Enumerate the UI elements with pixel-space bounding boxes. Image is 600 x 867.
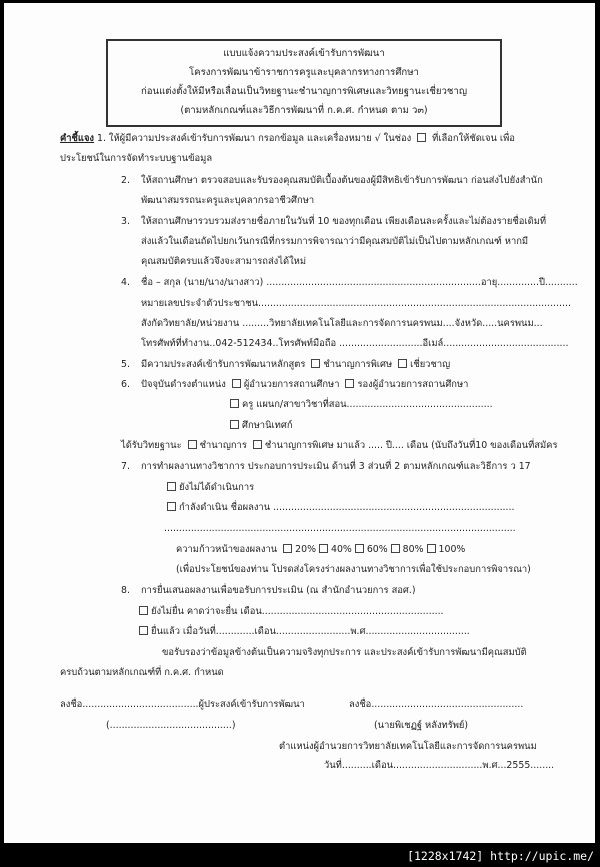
instruction-item-1-cont: ประโยชน์ในการจัดทำระบบฐานข้อมูล [60,153,213,164]
section-8: 8. การยื่นเสนอผลงานเพื่อขอรับการประเมิน (ณ สำนักอำนวยการ สอศ.) [121,585,416,596]
instruction-item-2: 2. ให้สถานศึกษา ตรวจสอบและรับรองคุณสมบัติเบื้องต้นของผู้มีสิทธิเข้ารับการพัฒนา ก่อนส่งไปยังสำนัก [121,175,543,186]
checkbox-course-expert[interactable] [398,359,407,368]
contact-field[interactable]: โทรศัพท์ที่ทำงาน..042-512434..โทรศัพท์มือถือ ............................อีเมล์.......................................... [141,338,569,349]
section-7-note: (เพื่อประโยชน์ของท่าน โปรดส่งโครงร่างผลงานทางวิชาการเพื่อใช้ประกอบการพิจารณา) [176,564,531,575]
section-7-in-progress [164,501,514,515]
checkbox-course-senior-professional[interactable] [311,359,320,368]
checkbox-progress-80[interactable] [391,544,400,553]
checkbox-work-in-progress[interactable] [167,502,176,511]
checkbox-position-deputy-director[interactable] [345,379,354,388]
section-6-teacher: ครู แผนก/สาขาวิชาที่สอน................................................. [227,398,493,412]
checkbox-rank-senior-professional[interactable] [253,440,262,449]
instruction-item-3: 3. ให้สถานศึกษารวบรวมส่งรายชื่อภายในวันที่ 10 ของทุกเดือน เพียงเดือนละครั้งและไม่ต้องรายชื่อเดิมที่ [121,216,547,227]
instruction-item-2-cont: พัฒนาสมรรถนะครูและบุคลากรอาชีวศึกษา [141,195,315,206]
checkbox-progress-100[interactable] [427,544,436,553]
applicant-name-field[interactable]: (.........................................) [106,720,236,731]
example-checkbox [417,133,426,142]
checkbox-position-supervisor[interactable] [230,420,239,429]
director-date-field[interactable]: วันที่..........เดือน..............................พ.ศ...2555........ [324,760,555,771]
section-7-not-started: ยังไม่ได้ดำเนินการ [164,481,254,495]
national-id-field[interactable]: หมายเลขประจำตัวประชาชน......................................................................................................... [141,298,571,309]
section-6-rank: ได้รับวิทยฐานะ ชำนาญการ ชำนาญการพิเศษ มาแล้ว ..... ปี.... เดือน (นับถึงวันที่10 ของเดือนที่สมัคร [121,440,558,451]
director-title: ตำแหน่งผู้อำนวยการวิทยาลัยเทคโนโลยีและการจัดการนครพนม [279,741,537,752]
director-name: (นายพิเชฏฐ์ หลังทรัพย์) [374,720,469,731]
expected-month-field[interactable]: ยังไม่ยื่น คาดว่าจะยื่น เดือน............................................................. [151,606,444,617]
section-6: 6. ปัจจุบันดำรงตำแหน่ง ผู้อำนวยการสถานศึกษา รองผู้อำนวยการสถานศึกษา [121,379,469,390]
section-7-progress: ความก้าวหน้าของผลงาน 20% 40% 60% 80% 100% [176,544,466,555]
section-7: 7. การทำผลงานทางวิชาการ ประกอบการประเมิน ด้านที่ 3 ส่วนที่ 2 ตามหลักเกณฑ์และวิธีการ ว 17 [121,461,531,472]
checkbox-progress-40[interactable] [319,544,328,553]
form-title-box [106,39,502,127]
name-age-field[interactable]: ชื่อ – สกุล (นาย/นาง/นางสาว) ........................................................................อายุ..............ปี........... [141,277,578,288]
section-8-not-submitted [136,605,444,619]
instructions-label: คำชี้แจง [60,133,95,144]
instruction-item-1: คำชี้แจง 1. ให้ผู้มีความประสงค์เข้ารับการพัฒนา กรอกข้อมูล และเครื่องหมาย √ ในช่อง ที่เลือกให้ชัดเจน เพื่อ [60,133,515,144]
instruction-item-3-cont: ส่งแล้วในเดือนถัดไปยกเว้นกรณีที่กรรมการพิจารณาว่ามีคุณสมบัติไม่เป็นไปตามหลักเกณฑ์ หากมี [141,236,529,247]
checkbox-work-not-started[interactable] [167,482,176,491]
checkbox-not-submitted[interactable] [139,606,148,615]
checkbox-submitted[interactable] [139,626,148,635]
checkbox-progress-60[interactable] [355,544,364,553]
checkbox-rank-professional[interactable] [188,440,197,449]
section-4-name[interactable]: 4. ชื่อ – สกุล (นาย/นาง/นางสาว) ........................................................................อายุ..............ปี........... [121,277,578,288]
director-signature-field[interactable]: ลงชื่อ................................................... [349,699,524,710]
instruction-item-3-cont2: คุณสมบัติครบแล้วจึงจะสามารถส่งได้ใหม่ [141,256,307,267]
certify-line-2: ครบถ้วนตามหลักเกณฑ์ที่ ก.ค.ศ. กำหนด [60,667,224,678]
title-line-4: (ตามหลักเกณฑ์และวิธีการพัฒนาที่ ก.ค.ศ. กำหนด ตาม ว๓) [180,105,428,116]
title-line-3: ก่อนแต่งตั้งให้มีหรือเลื่อนเป็นวิทยฐานะชำนาญการพิเศษและวิทยฐานะเชี่ยวชาญ [140,86,468,97]
form-page [4,3,595,843]
submission-date-field[interactable]: ยื่นแล้ว เมื่อวันที่.............เดือน.........................พ.ศ................................... [151,626,470,637]
work-title-field-cont[interactable]: ...................................................................................................................... [164,523,516,534]
checkbox-position-director[interactable] [232,379,241,388]
organization-field[interactable]: สังกัดวิทยาลัย/หน่วยงาน .........วิทยาลัยเทคโนโลยีและการจัดการนครพนม....จังหวัด.....นครพนม... [141,318,543,329]
section-5: 5. มีความประสงค์เข้ารับการพัฒนาหลักสูตร ชำนาญการพิเศษ เชี่ยวชาญ [121,359,451,370]
section-6-supervisor: ศึกษานิเทศก์ [227,419,293,433]
title-line-2: โครงการพัฒนาข้าราชการครูและบุคลากรทางการศึกษา [189,67,419,78]
certify-line-1: ขอรับรองว่าข้อมูลข้างต้นเป็นความจริงทุกประการ และประสงค์เข้ารับการพัฒนามีคุณสมบัติ [162,647,527,658]
applicant-signature-field[interactable]: ลงชื่อ.......................................ผู้ประสงค์เข้ารับการพัฒนา [60,699,305,710]
checkbox-position-teacher[interactable] [230,399,239,408]
title-line-1: แบบแจ้งความประสงค์เข้ารับการพัฒนา [223,48,385,59]
watermark-text: [1228x1742] http://upic.me/ [407,849,594,863]
checkbox-progress-20[interactable] [283,544,292,553]
section-8-submitted [136,625,470,639]
work-title-field[interactable]: กำลังดำเนิน ชื่อผลงาน ................................................................................. [179,502,515,513]
